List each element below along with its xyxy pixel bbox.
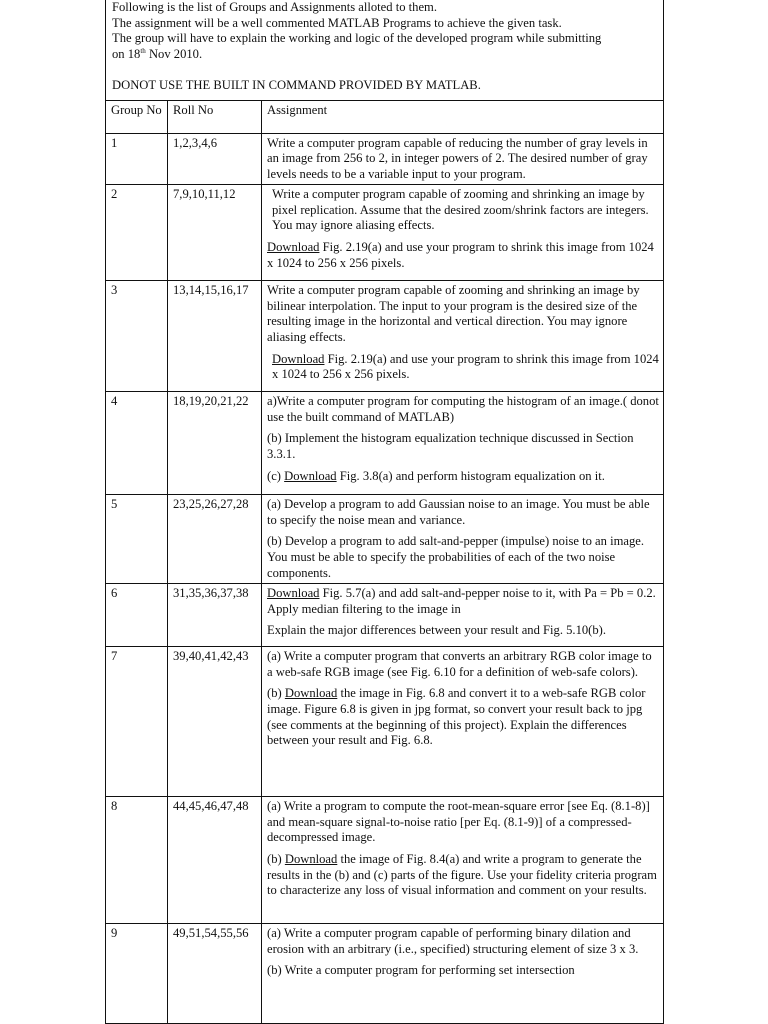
assignment-text-pre: (b)	[267, 852, 285, 867]
table-row	[106, 281, 663, 392]
download-link[interactable]: Download	[284, 468, 337, 483]
table-row	[106, 647, 663, 797]
assignment-text	[267, 686, 659, 748]
intro-warning: DONOT USE THE BUILT IN COMMAND PROVIDED BY MATLAB.	[112, 78, 481, 93]
table-row	[106, 797, 663, 924]
assignment-text: Write a computer program capable of zooming and shrinking an image by bilinear interpolation. The input to your program is the desired size of the resulting image in the horizontal and vertical direction. You may ignore aliasing effects.	[267, 283, 640, 345]
intro-section	[106, 0, 663, 101]
assignment-cell	[262, 647, 664, 797]
document-page	[105, 0, 664, 1024]
assignment-text	[267, 352, 659, 383]
roll-cell: 31,35,36,37,38	[168, 584, 262, 647]
intro-date-pre: on 18	[112, 46, 141, 61]
assignment-text: (a) Develop a program to add Gaussian noise to an image. You must be able to specify the noise mean and variance.	[267, 497, 650, 527]
intro-line-1: Following is the list of Groups and Assignments alloted to them.	[112, 0, 437, 14]
assignment-cell	[262, 797, 664, 924]
download-link[interactable]: Download	[267, 240, 320, 255]
assignment-text	[267, 469, 659, 485]
header-assignment: Assignment	[262, 101, 664, 133]
assignment-text: (a) Write a computer program that converts an arbitrary RGB color image to a web-safe RGB image (see Fig. 6.10 for a definition of web-safe colors).	[267, 649, 652, 679]
assignment-cell	[262, 133, 664, 185]
group-cell: 8	[106, 797, 168, 924]
table-row	[106, 924, 663, 1024]
group-cell: 9	[106, 924, 168, 1024]
assignment-text: (a) Write a program to compute the root-mean-square error [see Eq. (8.1-8)] and mean-square signal-to-noise ratio [per Eq. (8.1-9)] of a compressed- decompressed image.	[267, 799, 650, 845]
header-roll: Roll No	[168, 101, 262, 133]
assignment-text: (b) Write a computer program for performing set intersection	[267, 963, 575, 978]
assignment-text-rest: the image of Fig. 8.4(a) and write a program to generate the results in the (b) and (c) parts of the figure. Use your fidelity criteria program to characterize any loss of visual information and comment on your results.	[267, 852, 657, 898]
roll-cell: 18,19,20,21,22	[168, 392, 262, 495]
intro-line-3: The group will have to explain the working and logic of the developed program while submitting	[112, 31, 602, 46]
roll-cell: 13,14,15,16,17	[168, 281, 262, 392]
assignment-text: Write a computer program capable of zooming and shrinking an image by pixel replication. Assume that the desired zoom/shrink factors are integers. You may ignore aliasing effects.	[272, 187, 649, 233]
assignment-text: (b) Develop a program to add salt-and-pepper (impulse) noise to an image. You must be able to specify the probabilities of each of the two noise components.	[267, 534, 644, 580]
roll-cell: 49,51,54,55,56	[168, 924, 262, 1024]
table-row	[106, 185, 663, 281]
assignment-cell	[262, 584, 664, 647]
assignment-text: Write a computer program capable of reducing the number of gray levels in an image from 256 to 2, in integer powers of 2. The desired number of gray levels needs to be a variable input to your program.	[267, 135, 648, 181]
table-row	[106, 133, 663, 185]
download-link[interactable]: Download	[284, 852, 338, 867]
assignment-text	[267, 586, 659, 617]
intro-line-2: The assignment will be a well commented MATLAB Programs to achieve the given task.	[112, 15, 562, 30]
assignment-cell	[262, 185, 664, 281]
assignment-text-rest: Fig. 3.8(a) and perform histogram equalization on it.	[336, 468, 605, 483]
table-row	[106, 495, 663, 584]
assignment-text	[267, 852, 659, 899]
download-link[interactable]: Download	[284, 686, 338, 701]
intro-date-post: Nov 2010.	[145, 46, 203, 61]
group-cell: 3	[106, 281, 168, 392]
group-cell: 2	[106, 185, 168, 281]
download-link[interactable]: Download	[267, 586, 320, 601]
group-cell: 4	[106, 392, 168, 495]
assignment-cell	[262, 392, 664, 495]
roll-cell: 39,40,41,42,43	[168, 647, 262, 797]
roll-cell: 7,9,10,11,12	[168, 185, 262, 281]
group-cell: 5	[106, 495, 168, 584]
intro-date-sup: th	[140, 46, 146, 55]
download-link[interactable]: Download	[272, 351, 325, 366]
assignment-cell	[262, 495, 664, 584]
assignment-text-rest: Fig. 2.19(a) and use your program to shrink this image from 1024 x 1024 to 256 x 256 pixels.	[267, 240, 654, 270]
assignment-text: (b) Implement the histogram equalization technique discussed in Section 3.3.1.	[267, 431, 634, 462]
assignment-text: (a) Write a computer program capable of performing binary dilation and erosion with an arbitrary (i.e., specified) structuring element of size 3 x 3.	[267, 926, 639, 956]
table-header-row	[106, 101, 663, 133]
roll-cell: 1,2,3,4,6	[168, 133, 262, 185]
group-cell: 7	[106, 647, 168, 797]
group-cell: 1	[106, 133, 168, 185]
roll-cell: 44,45,46,47,48	[168, 797, 262, 924]
assignment-text-rest: Fig. 2.19(a) and use your program to shrink this image from 1024 x 1024 to 256 x 256 pixels.	[272, 351, 659, 382]
assignment-cell	[262, 281, 664, 392]
intro-line-4	[112, 47, 657, 63]
table-row	[106, 584, 663, 647]
header-group: Group No	[106, 101, 168, 133]
group-cell: 6	[106, 584, 168, 647]
assignment-text-rest: Fig. 5.7(a) and add salt-and-pepper noise to it, with Pa = Pb = 0.2. Apply median filtering to the image in	[267, 586, 656, 616]
assignment-cell	[262, 924, 664, 1024]
assignment-text-pre: (b)	[267, 686, 285, 701]
assignment-table	[106, 101, 663, 1024]
assignment-text-pre: (c)	[267, 468, 285, 483]
assignment-text: Explain the major differences between your result and Fig. 5.10(b).	[267, 623, 606, 638]
assignment-text-rest: the image in Fig. 6.8 and convert it to a web-safe RGB color image. Figure 6.8 is given in jpg format, so convert your result back to jpg (see comments at the beginning of this project). Explain the differences between your result and Fig. 6.8.	[267, 686, 646, 748]
roll-cell: 23,25,26,27,28	[168, 495, 262, 584]
assignment-text	[267, 240, 659, 271]
assignment-text: a)Write a computer program for computing the histogram of an image.( donot use the built command of MATLAB)	[267, 394, 659, 424]
table-row	[106, 392, 663, 495]
